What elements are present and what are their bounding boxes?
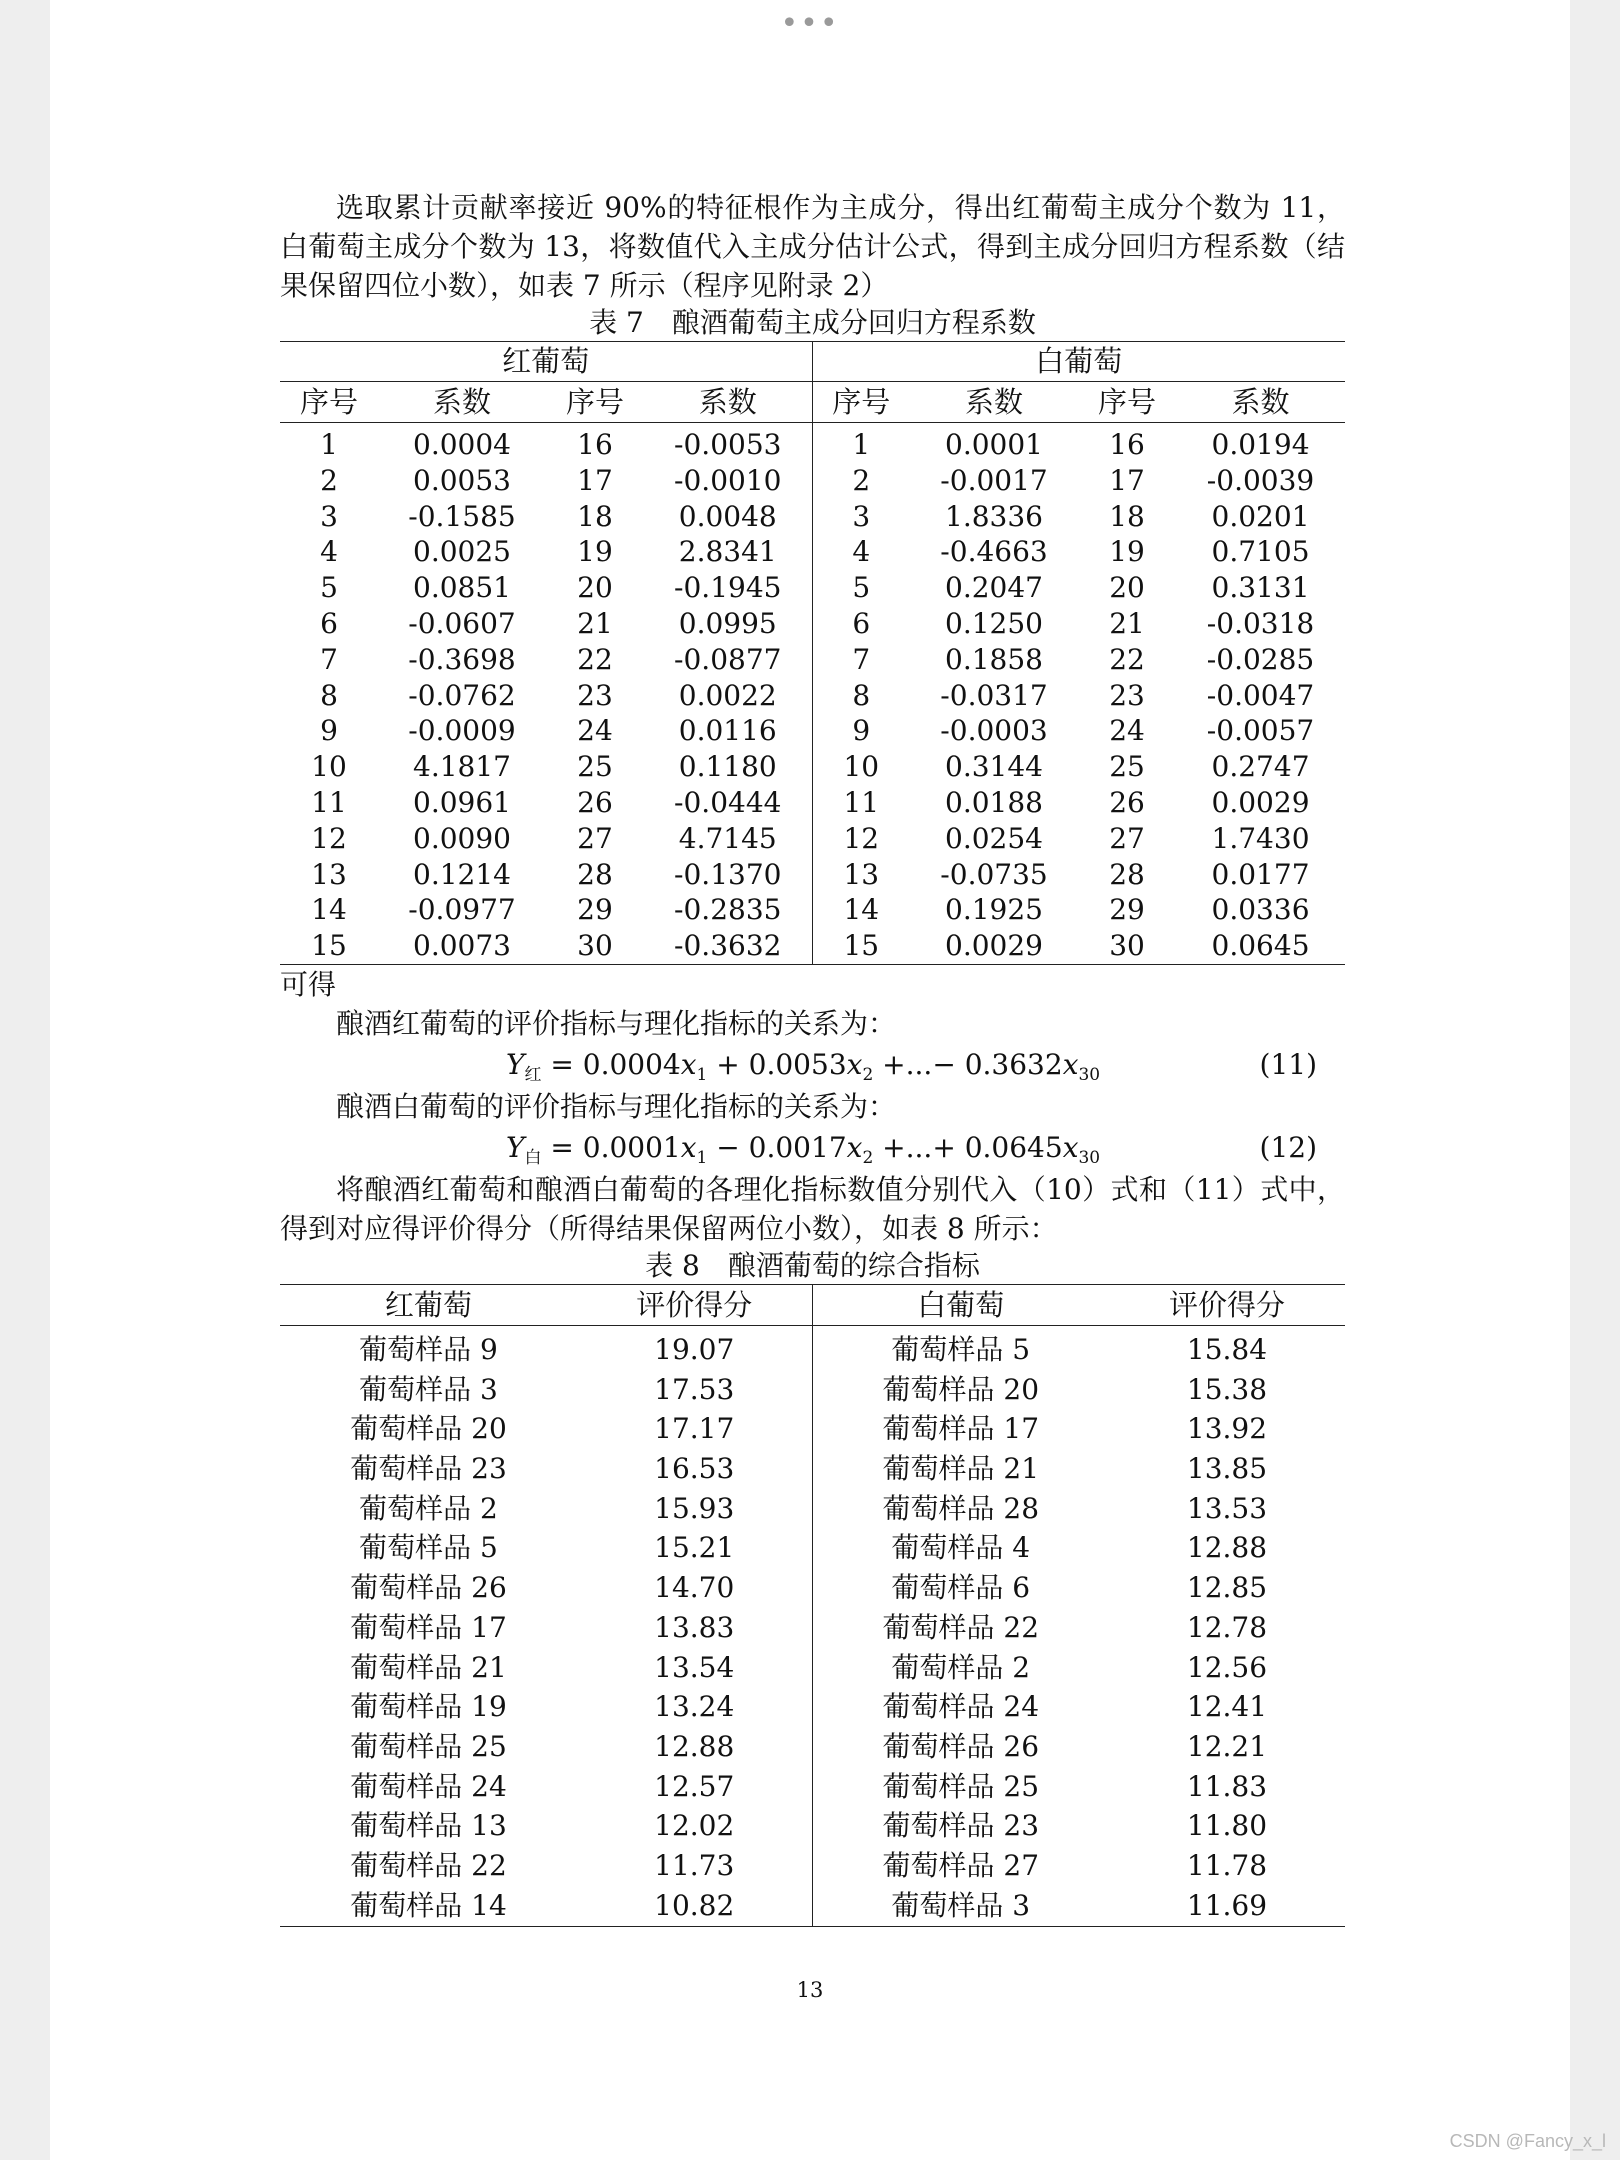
coef-cell: -0.2835 xyxy=(674,893,782,927)
index-cell: 1 xyxy=(812,423,910,463)
coef-cell: -0.0010 xyxy=(674,463,782,497)
index-cell: 27 xyxy=(577,821,613,855)
table-row xyxy=(280,1449,1345,1489)
kede-text: 可得 xyxy=(280,967,337,1001)
coef-cell: 0.0090 xyxy=(413,821,511,855)
table-row xyxy=(280,713,1345,749)
col-coef: 系数 xyxy=(910,382,1078,423)
score-cell: 19.07 xyxy=(654,1332,735,1366)
table-row xyxy=(280,642,1345,678)
coef-cell: 0.0048 xyxy=(678,499,777,533)
index-cell: 28 xyxy=(1109,857,1145,891)
col-index: 序号 xyxy=(812,382,910,423)
score-cell: 12.57 xyxy=(654,1769,735,1803)
formula-white xyxy=(280,1126,1345,1170)
coef-cell: 0.0961 xyxy=(413,785,511,819)
col-coef: 系数 xyxy=(644,382,812,423)
table8-column-header xyxy=(280,1284,1345,1325)
score-cell: 15.93 xyxy=(654,1491,735,1525)
index-cell: 3 xyxy=(320,499,338,533)
coef-cell: 0.0177 xyxy=(1211,857,1310,891)
coef-cell: 0.0995 xyxy=(678,606,777,640)
coef-cell: 0.1250 xyxy=(945,606,1043,640)
index-cell: 6 xyxy=(320,606,338,640)
coef-cell: 0.0336 xyxy=(1211,893,1310,927)
index-cell: 10 xyxy=(812,749,910,785)
red-relation-text: 酿酒红葡萄的评价指标与理化指标的关系为： xyxy=(336,1006,897,1040)
coef-cell: 1.7430 xyxy=(1211,821,1310,855)
table-row xyxy=(280,1409,1345,1449)
sample-cell: 葡萄样品 28 xyxy=(812,1489,1109,1529)
index-cell: 6 xyxy=(812,606,910,642)
table-row xyxy=(280,857,1345,893)
score-cell: 12.02 xyxy=(654,1809,735,1843)
index-cell: 8 xyxy=(812,678,910,714)
col-index: 序号 xyxy=(1078,382,1176,423)
coef-cell: -0.4663 xyxy=(940,535,1048,569)
sample-cell: 葡萄样品 13 xyxy=(350,1809,507,1843)
coef-cell: -0.0003 xyxy=(940,714,1048,748)
index-cell: 10 xyxy=(311,750,347,784)
sample-cell: 葡萄样品 2 xyxy=(812,1648,1109,1688)
table-row xyxy=(280,1846,1345,1886)
coef-cell: -0.0057 xyxy=(1206,714,1315,748)
coef-cell: 4.7145 xyxy=(678,821,777,855)
index-cell: 26 xyxy=(577,785,613,819)
table-row xyxy=(280,1325,1345,1369)
coef-cell: 0.0022 xyxy=(678,678,777,712)
coef-cell: 1.8336 xyxy=(945,499,1043,533)
score-cell: 13.54 xyxy=(654,1650,735,1684)
sample-cell: 葡萄样品 23 xyxy=(812,1806,1109,1846)
index-cell: 1 xyxy=(320,428,338,461)
score-cell: 11.73 xyxy=(654,1849,735,1883)
index-cell: 27 xyxy=(1109,821,1145,855)
score-cell: 13.83 xyxy=(654,1610,735,1644)
coef-cell: 4.1817 xyxy=(413,750,511,784)
coef-cell: 0.3144 xyxy=(945,750,1043,784)
sample-cell: 葡萄样品 24 xyxy=(812,1687,1109,1727)
coef-cell: -0.0317 xyxy=(940,678,1048,712)
table-row xyxy=(280,1806,1345,1846)
index-cell: 22 xyxy=(1109,642,1145,676)
index-cell: 23 xyxy=(577,678,613,712)
index-cell: 20 xyxy=(577,571,613,605)
sample-cell: 葡萄样品 4 xyxy=(812,1528,1109,1568)
index-cell: 16 xyxy=(1109,428,1145,461)
sample-cell: 葡萄样品 20 xyxy=(812,1370,1109,1410)
coef-cell: 0.2047 xyxy=(945,571,1043,605)
score-cell: 12.21 xyxy=(1186,1729,1268,1763)
table8-caption: 表 8 酿酒葡萄的综合指标 xyxy=(645,1248,980,1282)
sample-cell: 葡萄样品 19 xyxy=(350,1690,507,1724)
table8-body xyxy=(280,1325,1345,1926)
index-cell: 7 xyxy=(320,642,338,676)
index-cell: 12 xyxy=(311,821,347,855)
table7 xyxy=(280,341,1345,965)
table7-group-white: 白葡萄 xyxy=(812,342,1345,382)
coef-cell: -0.3698 xyxy=(408,642,516,676)
coef-cell: -0.0762 xyxy=(408,678,516,712)
table-row xyxy=(280,1370,1345,1410)
coef-cell: -0.0607 xyxy=(408,606,516,640)
sample-cell: 葡萄样品 5 xyxy=(812,1325,1109,1369)
table-row xyxy=(280,1528,1345,1568)
score-cell: 13.53 xyxy=(1186,1491,1268,1525)
table-row xyxy=(280,1886,1345,1926)
sample-cell: 葡萄样品 22 xyxy=(350,1849,507,1883)
coef-cell: 0.0188 xyxy=(945,785,1043,819)
coef-cell: 0.1214 xyxy=(413,857,511,891)
sample-cell: 葡萄样品 27 xyxy=(812,1846,1109,1886)
coef-cell: -0.1370 xyxy=(674,857,782,891)
coef-cell: -0.0318 xyxy=(1206,606,1315,640)
sample-cell: 葡萄样品 26 xyxy=(350,1571,507,1605)
score-cell: 12.88 xyxy=(1186,1531,1268,1565)
score-cell: 16.53 xyxy=(654,1452,735,1486)
score-cell: 12.85 xyxy=(1186,1571,1268,1605)
sample-cell: 葡萄样品 22 xyxy=(812,1608,1109,1648)
score-cell: 14.70 xyxy=(654,1571,735,1605)
index-cell: 13 xyxy=(812,857,910,893)
index-cell: 26 xyxy=(1109,785,1145,819)
col-score: 评价得分 xyxy=(1109,1284,1345,1325)
coef-cell: 0.7105 xyxy=(1211,535,1310,569)
coef-cell: 0.0851 xyxy=(413,571,511,605)
score-cell: 11.78 xyxy=(1186,1849,1268,1883)
index-cell: 5 xyxy=(320,571,338,605)
table7-caption: 表 7 酿酒葡萄主成分回归方程系数 xyxy=(589,306,1036,339)
table-row xyxy=(280,463,1345,499)
score-cell: 13.24 xyxy=(654,1690,735,1724)
coef-cell: 0.0194 xyxy=(1211,428,1310,461)
score-cell: 13.92 xyxy=(1186,1412,1268,1446)
sample-cell: 葡萄样品 17 xyxy=(812,1409,1109,1449)
coef-cell: 0.0116 xyxy=(678,714,777,748)
table-row xyxy=(280,534,1345,570)
index-cell: 30 xyxy=(1109,929,1145,963)
white-relation-text: 酿酒白葡萄的评价指标与理化指标的关系为： xyxy=(336,1089,897,1123)
table-row xyxy=(280,785,1345,821)
index-cell: 13 xyxy=(311,857,347,891)
coef-cell: -0.0017 xyxy=(940,463,1048,497)
index-cell: 30 xyxy=(577,929,613,963)
score-cell: 12.56 xyxy=(1186,1650,1268,1684)
index-cell: 12 xyxy=(812,821,910,857)
coef-cell: 0.0201 xyxy=(1211,499,1310,533)
index-cell: 2 xyxy=(320,463,338,497)
coef-cell: 0.0053 xyxy=(413,463,511,497)
index-cell: 25 xyxy=(577,750,613,784)
table-row xyxy=(280,606,1345,642)
table8 xyxy=(280,1284,1345,1927)
sample-cell: 葡萄样品 9 xyxy=(359,1332,498,1366)
col-red-grape: 红葡萄 xyxy=(280,1284,577,1325)
index-cell: 23 xyxy=(1109,678,1145,712)
sample-cell: 葡萄样品 6 xyxy=(812,1568,1109,1608)
index-cell: 25 xyxy=(1109,750,1145,784)
col-white-grape: 白葡萄 xyxy=(812,1284,1109,1325)
index-cell: 28 xyxy=(577,857,613,891)
col-coef: 系数 xyxy=(378,382,546,423)
sample-cell: 葡萄样品 24 xyxy=(350,1769,507,1803)
sample-cell: 葡萄样品 3 xyxy=(812,1886,1109,1926)
table-row xyxy=(280,1608,1345,1648)
index-cell: 3 xyxy=(812,499,910,535)
table-row xyxy=(280,821,1345,857)
score-cell: 15.84 xyxy=(1186,1332,1268,1366)
formula-white-number: (12) xyxy=(1259,1130,1317,1164)
coef-cell: 0.0254 xyxy=(945,821,1043,855)
index-cell: 29 xyxy=(1109,893,1145,927)
coef-cell: 0.0029 xyxy=(945,929,1043,963)
coef-cell: 0.1180 xyxy=(678,750,777,784)
coef-cell: 0.0004 xyxy=(413,428,511,461)
sample-cell: 葡萄样品 5 xyxy=(359,1531,498,1565)
index-cell: 18 xyxy=(577,499,613,533)
formula-red xyxy=(280,1043,1345,1087)
coef-cell: -0.0053 xyxy=(674,428,782,461)
score-cell: 17.53 xyxy=(654,1372,735,1406)
index-cell: 4 xyxy=(320,535,338,569)
index-cell: 22 xyxy=(577,642,613,676)
coef-cell: 2.8341 xyxy=(678,535,777,569)
page-content xyxy=(280,188,1345,1927)
index-cell: 7 xyxy=(812,642,910,678)
page-number: 13 xyxy=(796,1978,824,2002)
score-cell: 12.88 xyxy=(654,1729,735,1763)
sample-cell: 葡萄样品 23 xyxy=(350,1452,507,1486)
sample-cell: 葡萄样品 2 xyxy=(359,1491,498,1525)
coef-cell: 0.3131 xyxy=(1211,571,1310,605)
sample-cell: 葡萄样品 3 xyxy=(359,1372,498,1406)
coef-cell: 0.0025 xyxy=(413,535,511,569)
index-cell: 24 xyxy=(577,714,613,748)
coef-cell: -0.0877 xyxy=(674,642,782,676)
table-row xyxy=(280,423,1345,463)
sample-cell: 葡萄样品 25 xyxy=(812,1767,1109,1807)
more-options-icon[interactable]: ••• xyxy=(780,6,840,41)
score-cell: 11.69 xyxy=(1186,1888,1268,1922)
index-cell: 8 xyxy=(320,678,338,712)
col-index: 序号 xyxy=(280,382,378,423)
coef-cell: -0.0285 xyxy=(1206,642,1315,676)
coef-cell: 0.0645 xyxy=(1211,929,1310,963)
index-cell: 21 xyxy=(577,606,613,640)
score-cell: 11.83 xyxy=(1186,1769,1268,1803)
index-cell: 14 xyxy=(812,892,910,928)
index-cell: 17 xyxy=(577,463,613,497)
index-cell: 16 xyxy=(577,428,613,461)
score-cell: 15.21 xyxy=(654,1531,735,1565)
table-row xyxy=(280,1648,1345,1688)
coef-cell: -0.0047 xyxy=(1206,678,1315,712)
table7-group-red: 红葡萄 xyxy=(280,342,812,382)
coef-cell: -0.0039 xyxy=(1206,463,1315,497)
intro-paragraph: 选取累计贡献率接近 90%的特征根作为主成分，得出红葡萄主成分个数为 11，白葡萄主成分个数为 13，将数值代入主成分估计公式，得到主成分回归方程系数（结果保留四位小数），如表 7 所示（程序见附录 2） xyxy=(280,191,1345,302)
score-cell: 17.17 xyxy=(654,1412,735,1446)
coef-cell: 0.1858 xyxy=(945,642,1043,676)
index-cell: 5 xyxy=(812,570,910,606)
table-row xyxy=(280,1489,1345,1529)
coef-cell: 0.0001 xyxy=(945,428,1043,461)
index-cell: 9 xyxy=(320,714,338,748)
index-cell: 4 xyxy=(812,534,910,570)
coef-cell: 0.1925 xyxy=(945,893,1043,927)
table7-body xyxy=(280,423,1345,965)
index-cell: 24 xyxy=(1109,714,1145,748)
score-cell: 12.78 xyxy=(1186,1610,1268,1644)
index-cell: 2 xyxy=(812,463,910,499)
index-cell: 20 xyxy=(1109,571,1145,605)
coef-cell: -0.0977 xyxy=(408,893,516,927)
col-score: 评价得分 xyxy=(577,1284,812,1325)
table-row xyxy=(280,1727,1345,1767)
index-cell: 19 xyxy=(1109,535,1145,569)
index-cell: 18 xyxy=(1109,499,1145,533)
index-cell: 15 xyxy=(812,928,910,964)
index-cell: 29 xyxy=(577,893,613,927)
score-cell: 15.38 xyxy=(1186,1372,1268,1406)
sample-cell: 葡萄样品 21 xyxy=(350,1650,507,1684)
table7-group-header xyxy=(280,342,1345,382)
table-row xyxy=(280,570,1345,606)
table-row xyxy=(280,499,1345,535)
sample-cell: 葡萄样品 26 xyxy=(812,1727,1109,1767)
index-cell: 19 xyxy=(577,535,613,569)
table-row xyxy=(280,678,1345,714)
formula-white-expression: $Y_白 = 0.0001x_1 - 0.0017x_2$ +...+ $0.0645x_{30}$ xyxy=(506,1130,1101,1168)
index-cell: 15 xyxy=(311,929,347,963)
table-row xyxy=(280,892,1345,928)
table-row xyxy=(280,1767,1345,1807)
col-index: 序号 xyxy=(546,382,644,423)
table-row xyxy=(280,1687,1345,1727)
document-page xyxy=(50,0,1570,2160)
coef-cell: -0.1585 xyxy=(408,499,516,533)
sample-cell: 葡萄样品 14 xyxy=(350,1888,507,1922)
table7-column-header xyxy=(280,382,1345,423)
coef-cell: -0.3632 xyxy=(674,929,782,963)
sample-cell: 葡萄样品 17 xyxy=(350,1610,507,1644)
formula-red-number: (11) xyxy=(1259,1047,1317,1081)
index-cell: 17 xyxy=(1109,463,1145,497)
coef-cell: 0.0029 xyxy=(1211,785,1310,819)
index-cell: 11 xyxy=(812,785,910,821)
coef-cell: -0.1945 xyxy=(674,571,782,605)
index-cell: 21 xyxy=(1109,606,1145,640)
sample-cell: 葡萄样品 21 xyxy=(812,1449,1109,1489)
coef-cell: -0.0735 xyxy=(940,857,1048,891)
sample-cell: 葡萄样品 20 xyxy=(350,1412,507,1446)
index-cell: 14 xyxy=(311,893,347,927)
score-cell: 12.41 xyxy=(1186,1690,1268,1724)
index-cell: 9 xyxy=(812,713,910,749)
substitute-paragraph: 将酿酒红葡萄和酿酒白葡萄的各理化指标数值分别代入（10）式和（11）式中，得到对应得评价得分（所得结果保留两位小数），如表 8 所示： xyxy=(280,1172,1345,1245)
coef-cell: 0.0073 xyxy=(413,929,511,963)
coef-cell: -0.0009 xyxy=(408,714,516,748)
score-cell: 10.82 xyxy=(654,1888,735,1922)
score-cell: 13.85 xyxy=(1186,1452,1268,1486)
col-coef: 系数 xyxy=(1176,382,1345,423)
table-row xyxy=(280,928,1345,964)
watermark: CSDN @Fancy_x_l xyxy=(1449,2131,1606,2151)
score-cell: 11.80 xyxy=(1186,1809,1268,1843)
sample-cell: 葡萄样品 25 xyxy=(350,1729,507,1763)
coef-cell: -0.0444 xyxy=(674,785,782,819)
coef-cell: 0.2747 xyxy=(1211,750,1310,784)
index-cell: 11 xyxy=(311,785,347,819)
formula-red-expression: $Y_红 = 0.0004x_1 + 0.0053x_2$ +...− $0.3632x_{30}$ xyxy=(506,1047,1101,1085)
table-row xyxy=(280,1568,1345,1608)
table-row xyxy=(280,749,1345,785)
